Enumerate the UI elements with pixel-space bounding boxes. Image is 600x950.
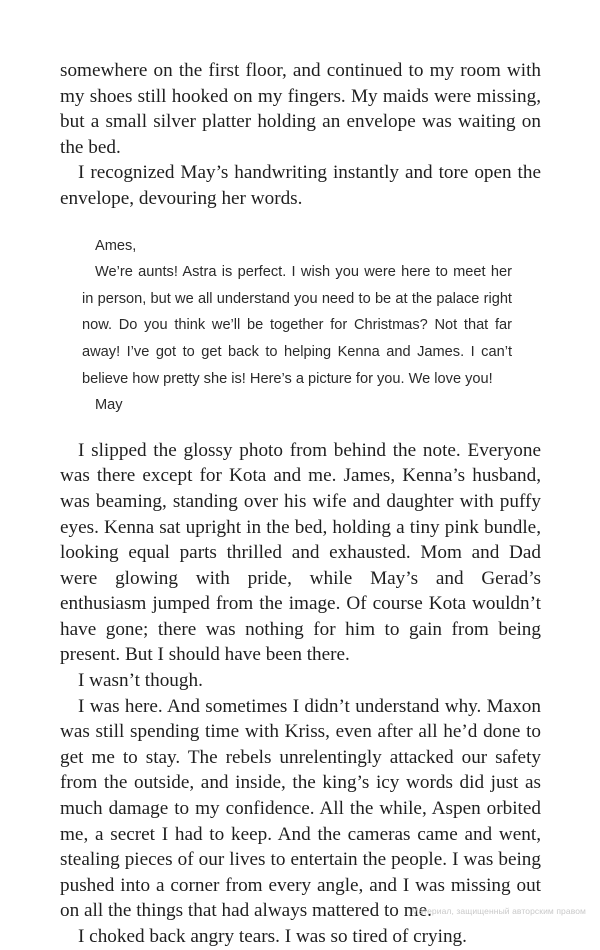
paragraph: I recognized May’s handwriting instantly and tore open the envelope, devouring her words. [60, 162, 541, 209]
letter-body: We’re aunts! Astra is perfect. I wish you were here to meet her in person, but we all understand you need to be at the palace right now. Do you think we’ll be together for Christmas? Not that far away! I’ve got to get back to helping Kenna and James. I can’t believe how pretty she is! Here’s a picture for you. We love you! [82, 264, 512, 387]
book-page [60, 58, 541, 950]
copyright-watermark: Материал, защищенный авторским правом [411, 906, 586, 916]
paragraph: I wasn’t though. [78, 670, 203, 692]
letter-salutation: Ames, [95, 237, 137, 254]
paragraph: somewhere on the first floor, and continued to my room with my shoes still hooked on my fingers. My maids were missing, but a small silver platter holding an envelope was waiting on the bed. [60, 60, 541, 158]
letter-block [82, 233, 512, 419]
paragraph: I was here. And sometimes I didn’t understand why. Maxon was still spending time with Kriss, even after all he’d done to get me to stay. The rebels unrelentingly attacked our safety from the outside, and inside, the king’s icy words did just as much damage to my confidence. All the while, Aspen orbited me, a secret I had to keep. And the cameras came and went, stealing pieces of our lives to entertain the people. I was being pushed into a corner from every angle, and I was missing out on all the things that had always mattered to me. [60, 695, 541, 922]
paragraph: I choked back angry tears. I was so tired of crying. [78, 926, 467, 947]
letter-signature: May [95, 397, 123, 414]
paragraph: I slipped the glossy photo from behind the note. Everyone was there except for Kota and me. James, Kenna’s husband, was beaming, standing over his wife and daughter with puffy eyes. Kenna sat upright in the bed, holding a tiny pink bundle, looking equal parts thrilled and exhausted. Mom and Dad were glowing with pride, while May’s and Gerad’s enthusiasm jumped from the image. Of course Kota wouldn’t have gone; there was nothing for him to gain from being present. But I should have been there. [60, 439, 541, 666]
